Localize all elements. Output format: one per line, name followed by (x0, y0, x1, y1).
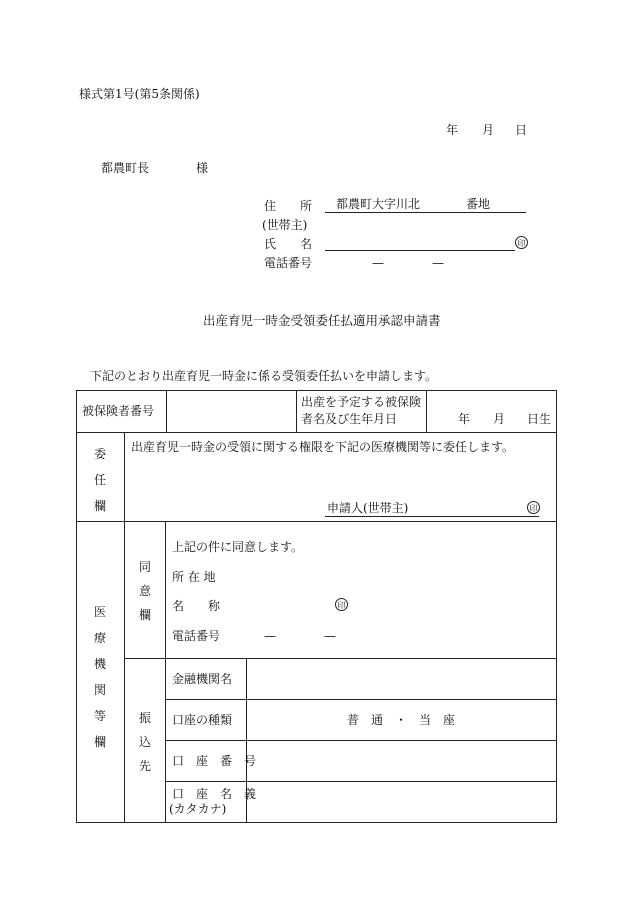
consent-header-char-3: 欄 (138, 608, 151, 622)
delegation-header (93, 448, 107, 512)
institution-header (93, 606, 107, 748)
row1-bottom-line (76, 432, 557, 433)
birth-day-label: 日生 (527, 412, 552, 426)
signature-underline (325, 516, 539, 517)
institution-header-char-4: 関 (93, 683, 106, 697)
consent-header-char-1: 同 (138, 560, 151, 574)
birth-month-label: 月 (493, 412, 506, 426)
date-year-label: 年 (446, 123, 459, 137)
row2-bottom-line (76, 521, 557, 522)
location-label: 所 在 地 (172, 570, 216, 584)
applicant-signature-label: 申請人(世帯主) (327, 501, 409, 515)
address-suffix: 番地 (466, 197, 491, 211)
number-row-line (165, 781, 557, 782)
row1-divider-a (166, 390, 167, 432)
address-prefix: 都農町大字川北 (336, 197, 421, 211)
account-type-label: 口座の種類 (172, 713, 233, 727)
transfer-header (138, 712, 152, 772)
addressee: 都農町長 (101, 161, 150, 175)
phone-dashes: — — (372, 256, 445, 270)
form-number: 様式第1号(第5条関係) (79, 87, 200, 101)
expected-birth-label-2: 者名及び生年月日 (301, 412, 398, 426)
seal-icon: 印 (515, 236, 528, 249)
transfer-header-char-1: 振 (138, 711, 151, 725)
expected-birth-label-1: 出産を予定する被保険 (301, 395, 422, 409)
seal-icon: 印 (335, 598, 348, 611)
sub-column-divider (165, 521, 166, 823)
institution-header-char-3: 機 (93, 657, 106, 671)
institution-name-label: 名 称 (172, 599, 221, 613)
account-holder-label: 口 座 名 義 (172, 787, 257, 801)
address-underline (325, 212, 526, 213)
left-column-divider (124, 432, 125, 823)
transfer-header-char-3: 先 (138, 759, 151, 773)
institution-header-char-6: 欄 (93, 735, 106, 749)
name-label: 氏 名 (264, 237, 313, 251)
consent-header (138, 561, 152, 621)
institution-phone-label: 電話番号 (172, 629, 221, 643)
row1-divider-c (426, 390, 427, 432)
address-label: 住 所 (264, 199, 313, 213)
household-head-label: (世帯主) (262, 218, 308, 232)
type-row-line (165, 740, 557, 741)
addressee-suffix: 様 (196, 161, 209, 175)
transfer-header-char-2: 込 (138, 735, 151, 749)
delegation-header-char-3: 欄 (93, 499, 106, 513)
row1-divider-b (296, 390, 297, 432)
consent-bottom-line (124, 658, 557, 659)
institution-header-char-5: 等 (93, 709, 106, 723)
phone-label: 電話番号 (264, 256, 313, 270)
birth-year-label: 年 (458, 412, 471, 426)
institution-header-char-1: 医 (93, 605, 106, 619)
delegation-text: 出産育児一時金の受領に関する権限を下記の医療機関等に委任します。 (131, 440, 515, 454)
form-title: 出産育児一時金受領委任払適用承認申請書 (203, 313, 441, 328)
date-month-label: 月 (482, 123, 495, 137)
delegation-header-char-2: 任 (93, 473, 106, 487)
intro-text: 下記のとおり出産育児一時金に係る受領委任払いを申請します。 (90, 369, 438, 383)
date-day-label: 日 (515, 123, 528, 137)
seal-icon: 印 (527, 501, 540, 514)
insured-number-label: 被保険者番号 (82, 404, 155, 418)
institution-phone-dashes: — — (264, 629, 337, 643)
consent-header-char-2: 意 (138, 584, 151, 598)
institution-header-char-2: 療 (93, 631, 106, 645)
account-number-label: 口 座 番 号 (172, 754, 257, 768)
bank-name-label: 金融機関名 (172, 672, 233, 686)
account-type-value: 普 通 ・ 当 座 (347, 713, 456, 727)
consent-text: 上記の件に同意します。 (172, 540, 304, 554)
name-underline (325, 250, 515, 251)
account-holder-kana-label: (カタカナ) (169, 802, 227, 816)
bank-row-line (165, 699, 557, 700)
delegation-header-char-1: 委 (93, 447, 106, 461)
